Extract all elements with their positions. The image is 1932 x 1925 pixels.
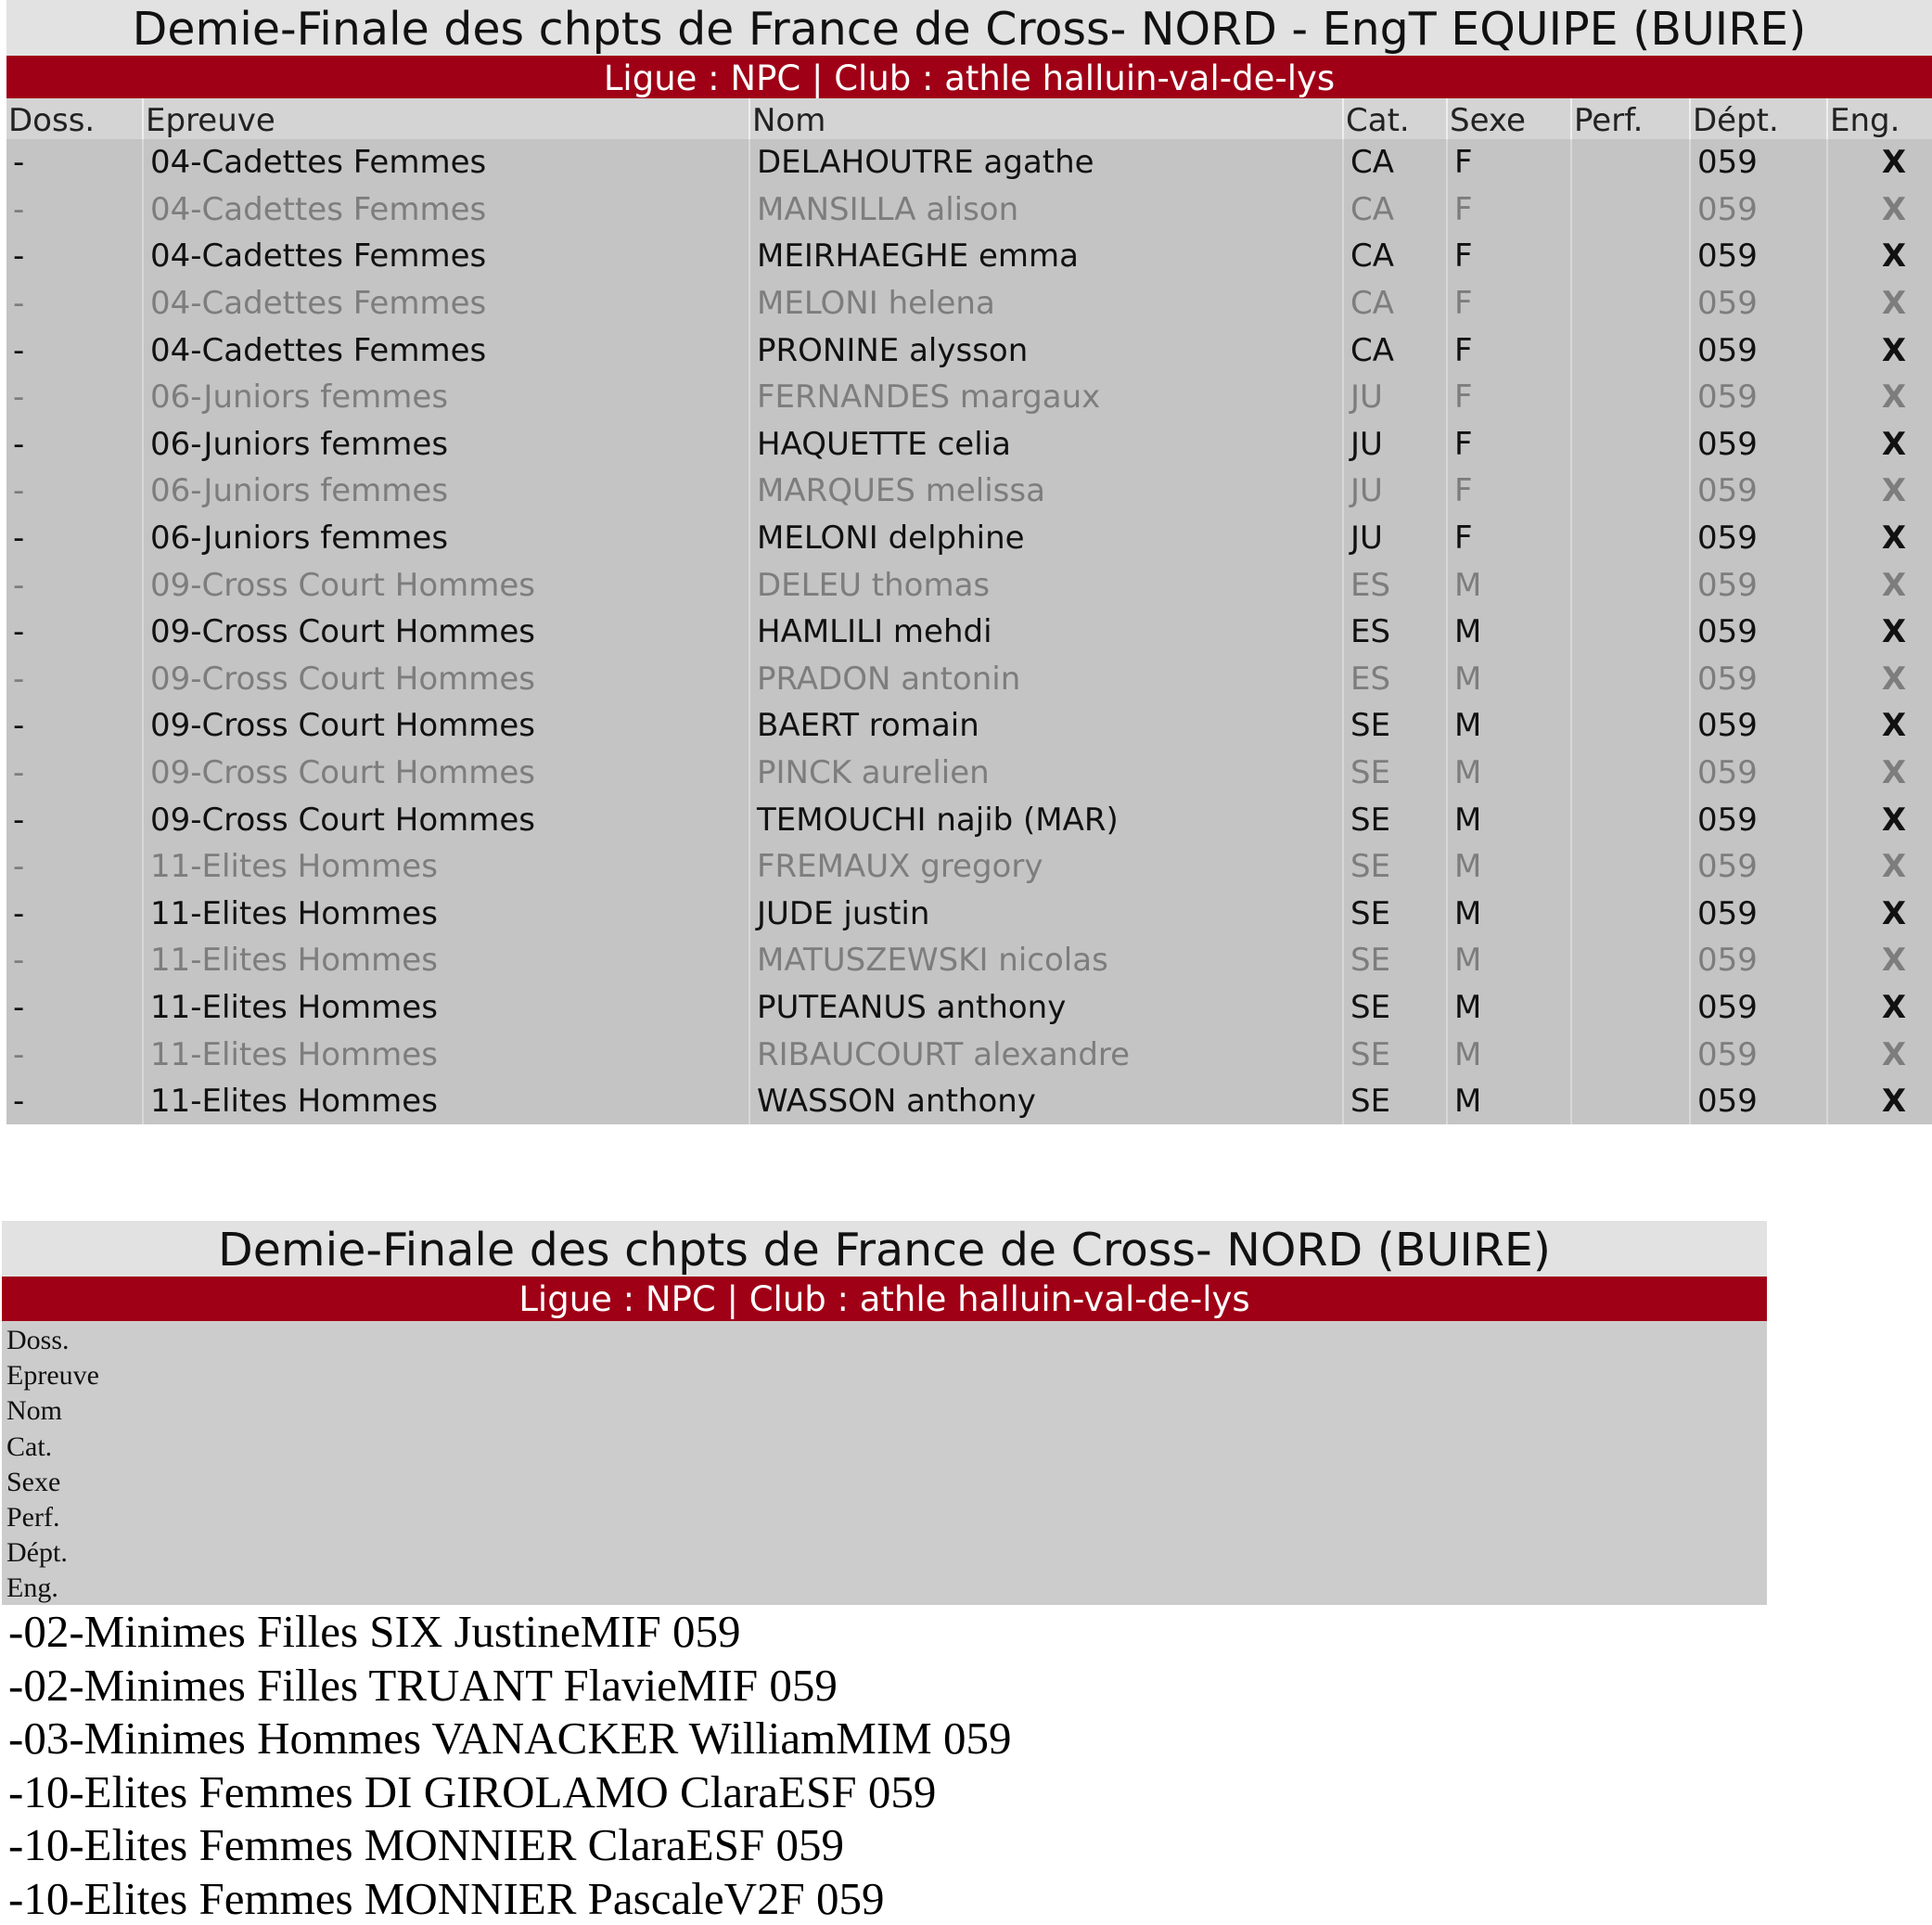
cell-dept: 059	[1690, 1031, 1827, 1078]
cell-sexe: F	[1447, 421, 1571, 468]
cell-dept: 059	[1690, 374, 1827, 421]
table-row	[6, 796, 1932, 843]
column-header-eng: Eng.	[2, 1571, 1767, 1606]
table-row	[6, 750, 1932, 797]
cell-cat: ES	[1343, 656, 1447, 703]
cell-doss: -	[6, 609, 143, 656]
section-title: Demie-Finale des chpts de France de Cross- NORD - EngT EQUIPE (BUIRE)	[6, 0, 1932, 56]
cell-cat: JU	[1343, 421, 1447, 468]
cell-dept: 059	[1690, 186, 1827, 234]
cell-epreuve: 09-Cross Court Hommes	[143, 750, 749, 797]
cell-dept: 059	[1690, 561, 1827, 609]
cell-sexe: F	[1447, 515, 1571, 562]
column-header-dept: Dépt.	[2, 1535, 1767, 1571]
section-individual	[2, 1221, 1767, 1925]
cell-sexe: M	[1447, 609, 1571, 656]
cell-doss: -	[6, 1078, 143, 1125]
cell-sexe: F	[1447, 327, 1571, 374]
cell-eng: X	[1827, 186, 1932, 234]
cell-epreuve: 11-Elites Hommes	[143, 1078, 749, 1125]
column-header-list	[2, 1321, 1767, 1605]
cell-nom: MANSILLA alison	[749, 186, 1343, 234]
cell-epreuve: 04-Cadettes Femmes	[143, 233, 749, 280]
table-row	[6, 843, 1932, 891]
column-header-cat: Cat.	[2, 1430, 1767, 1465]
cell-perf	[1571, 796, 1690, 843]
list-item: -03-Minimes Hommes VANACKER WilliamMIM 059	[8, 1712, 1767, 1765]
cell-perf	[1571, 891, 1690, 938]
cell-dept: 059	[1690, 937, 1827, 984]
cell-sexe: M	[1447, 1078, 1571, 1125]
cell-nom: MARQUES melissa	[749, 468, 1343, 515]
cell-dept: 059	[1690, 891, 1827, 938]
table-header-row	[6, 98, 1932, 139]
cell-eng: X	[1827, 515, 1932, 562]
cell-doss: -	[6, 937, 143, 984]
cell-perf	[1571, 656, 1690, 703]
cell-perf	[1571, 374, 1690, 421]
cell-sexe: F	[1447, 280, 1571, 327]
column-header-cat: Cat.	[1343, 98, 1447, 139]
cell-perf	[1571, 421, 1690, 468]
cell-eng: X	[1827, 421, 1932, 468]
table-row	[6, 186, 1932, 234]
cell-doss: -	[6, 421, 143, 468]
cell-dept: 059	[1690, 702, 1827, 750]
cell-perf	[1571, 1031, 1690, 1078]
cell-doss: -	[6, 891, 143, 938]
list-item: -10-Elites Femmes MONNIER PascaleV2F 059	[8, 1872, 1767, 1925]
cell-nom: MEIRHAEGHE emma	[749, 233, 1343, 280]
cell-cat: SE	[1343, 750, 1447, 797]
column-header-sexe: Sexe	[1447, 98, 1571, 139]
table-row	[6, 891, 1932, 938]
cell-nom: MATUSZEWSKI nicolas	[749, 937, 1343, 984]
cell-perf	[1571, 280, 1690, 327]
cell-epreuve: 06-Juniors femmes	[143, 421, 749, 468]
cell-epreuve: 09-Cross Court Hommes	[143, 702, 749, 750]
cell-dept: 059	[1690, 515, 1827, 562]
cell-nom: FERNANDES margaux	[749, 374, 1343, 421]
cell-perf	[1571, 186, 1690, 234]
cell-sexe: M	[1447, 843, 1571, 891]
cell-dept: 059	[1690, 233, 1827, 280]
cell-dept: 059	[1690, 139, 1827, 186]
cell-cat: CA	[1343, 280, 1447, 327]
cell-epreuve: 04-Cadettes Femmes	[143, 186, 749, 234]
cell-epreuve: 09-Cross Court Hommes	[143, 561, 749, 609]
cell-sexe: M	[1447, 1031, 1571, 1078]
cell-cat: JU	[1343, 374, 1447, 421]
cell-eng: X	[1827, 891, 1932, 938]
cell-cat: CA	[1343, 186, 1447, 234]
cell-perf	[1571, 468, 1690, 515]
cell-perf	[1571, 609, 1690, 656]
cell-cat: SE	[1343, 1078, 1447, 1125]
cell-dept: 059	[1690, 796, 1827, 843]
cell-dept: 059	[1690, 843, 1827, 891]
cell-doss: -	[6, 468, 143, 515]
cell-doss: -	[6, 984, 143, 1032]
table-row	[6, 561, 1932, 609]
cell-epreuve: 06-Juniors femmes	[143, 515, 749, 562]
cell-cat: SE	[1343, 1031, 1447, 1078]
cell-nom: RIBAUCOURT alexandre	[749, 1031, 1343, 1078]
cell-epreuve: 11-Elites Hommes	[143, 1031, 749, 1078]
cell-eng: X	[1827, 984, 1932, 1032]
cell-eng: X	[1827, 609, 1932, 656]
cell-dept: 059	[1690, 1078, 1827, 1125]
cell-sexe: M	[1447, 656, 1571, 703]
cell-epreuve: 04-Cadettes Femmes	[143, 327, 749, 374]
section-title: Demie-Finale des chpts de France de Cross- NORD (BUIRE)	[2, 1221, 1767, 1277]
cell-eng: X	[1827, 280, 1932, 327]
list-item: -02-Minimes Filles SIX JustineMIF 059	[8, 1605, 1767, 1659]
cell-cat: SE	[1343, 796, 1447, 843]
cell-sexe: M	[1447, 561, 1571, 609]
cell-nom: FREMAUX gregory	[749, 843, 1343, 891]
cell-dept: 059	[1690, 280, 1827, 327]
column-header-sexe: Sexe	[2, 1465, 1767, 1500]
cell-nom: WASSON anthony	[749, 1078, 1343, 1125]
column-header-epreuve: Epreuve	[143, 98, 749, 139]
cell-epreuve: 11-Elites Hommes	[143, 843, 749, 891]
cell-perf	[1571, 702, 1690, 750]
cell-eng: X	[1827, 374, 1932, 421]
table-row	[6, 515, 1932, 562]
cell-doss: -	[6, 327, 143, 374]
cell-nom: DELAHOUTRE agathe	[749, 139, 1343, 186]
cell-doss: -	[6, 750, 143, 797]
column-header-perf: Perf.	[1571, 98, 1690, 139]
cell-eng: X	[1827, 233, 1932, 280]
table-row	[6, 609, 1932, 656]
cell-nom: PRONINE alysson	[749, 327, 1343, 374]
cell-doss: -	[6, 139, 143, 186]
cell-cat: SE	[1343, 702, 1447, 750]
cell-eng: X	[1827, 561, 1932, 609]
column-header-doss: Doss.	[2, 1323, 1767, 1358]
table-row	[6, 233, 1932, 280]
cell-cat: SE	[1343, 937, 1447, 984]
cell-perf	[1571, 139, 1690, 186]
cell-cat: CA	[1343, 139, 1447, 186]
table-row	[6, 139, 1932, 186]
table-row	[6, 702, 1932, 750]
cell-doss: -	[6, 796, 143, 843]
cell-nom: BAERT romain	[749, 702, 1343, 750]
cell-eng: X	[1827, 937, 1932, 984]
cell-nom: MELONI delphine	[749, 515, 1343, 562]
cell-nom: JUDE justin	[749, 891, 1343, 938]
table-row	[6, 1031, 1932, 1078]
list-item: -02-Minimes Filles TRUANT FlavieMIF 059	[8, 1659, 1767, 1713]
cell-cat: SE	[1343, 984, 1447, 1032]
cell-doss: -	[6, 843, 143, 891]
cell-eng: X	[1827, 139, 1932, 186]
cell-cat: ES	[1343, 561, 1447, 609]
entries-list	[2, 1605, 1767, 1925]
cell-sexe: M	[1447, 891, 1571, 938]
cell-dept: 059	[1690, 984, 1827, 1032]
cell-eng: X	[1827, 1031, 1932, 1078]
list-item: -10-Elites Femmes MONNIER ClaraESF 059	[8, 1818, 1767, 1872]
cell-eng: X	[1827, 1078, 1932, 1125]
cell-perf	[1571, 327, 1690, 374]
cell-eng: X	[1827, 327, 1932, 374]
table-row	[6, 937, 1932, 984]
cell-doss: -	[6, 561, 143, 609]
cell-nom: TEMOUCHI najib (MAR)	[749, 796, 1343, 843]
cell-nom: HAQUETTE celia	[749, 421, 1343, 468]
cell-dept: 059	[1690, 656, 1827, 703]
column-header-eng: Eng.	[1827, 98, 1932, 139]
table-row	[6, 984, 1932, 1032]
cell-cat: JU	[1343, 515, 1447, 562]
cell-nom: PUTEANUS anthony	[749, 984, 1343, 1032]
cell-sexe: M	[1447, 702, 1571, 750]
cell-nom: HAMLILI mehdi	[749, 609, 1343, 656]
cell-perf	[1571, 843, 1690, 891]
cell-sexe: M	[1447, 750, 1571, 797]
cell-eng: X	[1827, 750, 1932, 797]
cell-sexe: F	[1447, 233, 1571, 280]
cell-nom: DELEU thomas	[749, 561, 1343, 609]
cell-cat: JU	[1343, 468, 1447, 515]
table-row	[6, 656, 1932, 703]
cell-dept: 059	[1690, 750, 1827, 797]
cell-doss: -	[6, 280, 143, 327]
cell-doss: -	[6, 233, 143, 280]
cell-perf	[1571, 1078, 1690, 1125]
cell-sexe: F	[1447, 186, 1571, 234]
cell-cat: ES	[1343, 609, 1447, 656]
cell-perf	[1571, 937, 1690, 984]
cell-epreuve: 09-Cross Court Hommes	[143, 796, 749, 843]
cell-eng: X	[1827, 656, 1932, 703]
cell-cat: SE	[1343, 891, 1447, 938]
cell-epreuve: 11-Elites Hommes	[143, 937, 749, 984]
cell-sexe: F	[1447, 468, 1571, 515]
cell-epreuve: 11-Elites Hommes	[143, 891, 749, 938]
cell-nom: PINCK aurelien	[749, 750, 1343, 797]
cell-doss: -	[6, 186, 143, 234]
section-subtitle-banner: Ligue : NPC | Club : athle halluin-val-de-lys	[2, 1277, 1767, 1321]
cell-dept: 059	[1690, 327, 1827, 374]
entries-table	[6, 98, 1932, 1124]
cell-sexe: M	[1447, 937, 1571, 984]
cell-eng: X	[1827, 796, 1932, 843]
cell-epreuve: 09-Cross Court Hommes	[143, 609, 749, 656]
cell-nom: MELONI helena	[749, 280, 1343, 327]
cell-sexe: F	[1447, 139, 1571, 186]
cell-perf	[1571, 233, 1690, 280]
cell-perf	[1571, 750, 1690, 797]
cell-eng: X	[1827, 843, 1932, 891]
cell-perf	[1571, 515, 1690, 562]
cell-dept: 059	[1690, 468, 1827, 515]
cell-sexe: F	[1447, 374, 1571, 421]
table-body	[6, 139, 1932, 1124]
table-row	[6, 468, 1932, 515]
cell-sexe: M	[1447, 984, 1571, 1032]
cell-doss: -	[6, 656, 143, 703]
column-header-dept: Dépt.	[1690, 98, 1827, 139]
section-engt-equipe	[6, 0, 1932, 1124]
list-item: -10-Elites Femmes DI GIROLAMO ClaraESF 059	[8, 1765, 1767, 1819]
cell-perf	[1571, 984, 1690, 1032]
column-header-perf: Perf.	[2, 1500, 1767, 1535]
section-subtitle-banner: Ligue : NPC | Club : athle halluin-val-de-lys	[6, 56, 1932, 98]
cell-eng: X	[1827, 702, 1932, 750]
cell-cat: CA	[1343, 327, 1447, 374]
table-row	[6, 374, 1932, 421]
column-header-nom: Nom	[749, 98, 1343, 139]
table-row	[6, 421, 1932, 468]
column-header-epreuve: Epreuve	[2, 1358, 1767, 1393]
cell-doss: -	[6, 702, 143, 750]
cell-cat: CA	[1343, 233, 1447, 280]
cell-epreuve: 11-Elites Hommes	[143, 984, 749, 1032]
cell-epreuve: 06-Juniors femmes	[143, 374, 749, 421]
cell-dept: 059	[1690, 609, 1827, 656]
cell-doss: -	[6, 374, 143, 421]
cell-perf	[1571, 561, 1690, 609]
cell-dept: 059	[1690, 421, 1827, 468]
cell-eng: X	[1827, 468, 1932, 515]
cell-sexe: M	[1447, 796, 1571, 843]
cell-epreuve: 06-Juniors femmes	[143, 468, 749, 515]
cell-doss: -	[6, 515, 143, 562]
column-header-nom: Nom	[2, 1393, 1767, 1429]
cell-nom: PRADON antonin	[749, 656, 1343, 703]
cell-doss: -	[6, 1031, 143, 1078]
column-header-doss: Doss.	[6, 98, 143, 139]
table-row	[6, 327, 1932, 374]
table-row	[6, 280, 1932, 327]
cell-epreuve: 04-Cadettes Femmes	[143, 280, 749, 327]
cell-cat: SE	[1343, 843, 1447, 891]
cell-epreuve: 09-Cross Court Hommes	[143, 656, 749, 703]
table-row	[6, 1078, 1932, 1125]
cell-epreuve: 04-Cadettes Femmes	[143, 139, 749, 186]
